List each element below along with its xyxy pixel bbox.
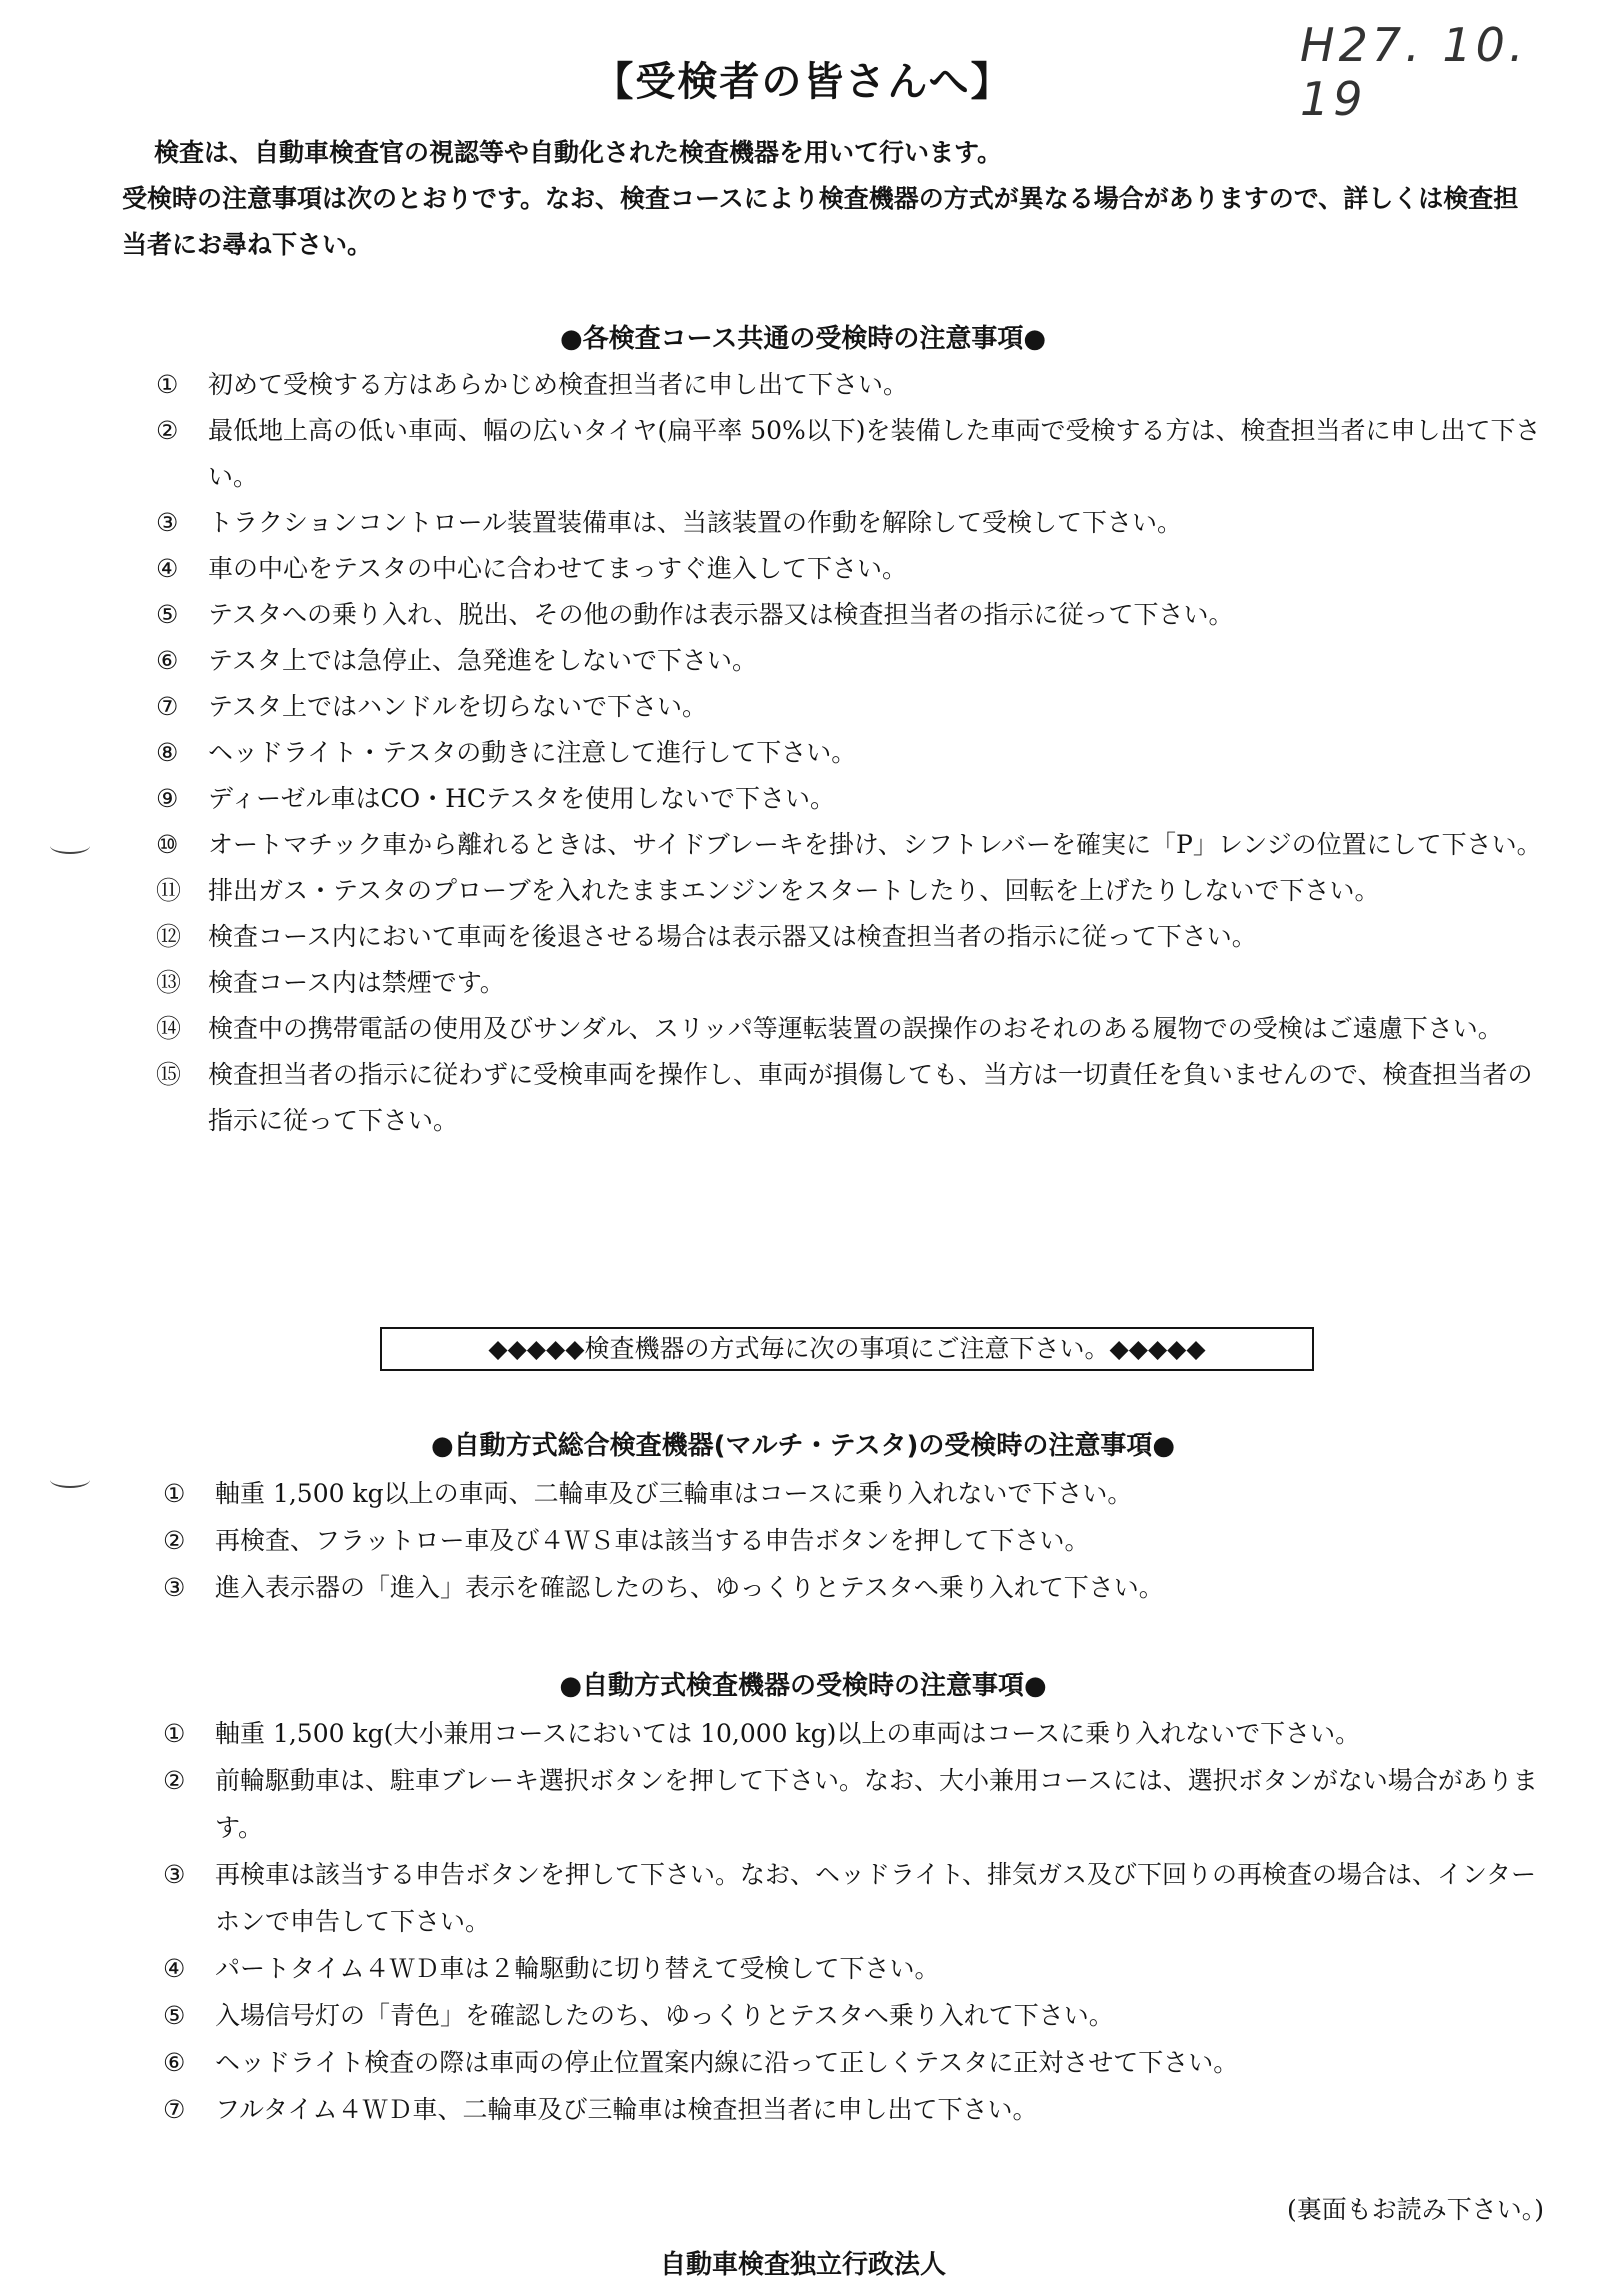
list-item (156, 500, 1546, 546)
item-text: オートマチック車から離れるときは、サイドブレーキを掛け、シフトレバーを確実に「P」レンジの位置にして下さい。 (208, 830, 1542, 859)
item-text: 検査コース内は禁煙です。 (208, 968, 505, 997)
item-text: ヘッドライト検査の際は車両の停止位置案内線に沿って正しくテスタに正対させて下さい。 (215, 2048, 1239, 2077)
item-number: ⑧ (156, 738, 179, 767)
intro-line-2: 受検時の注意事項は次のとおりです。なお、検査コースにより検査機器の方式が異なる場合がありますので、詳しくは検査担当者にお尋ね下さい。 (122, 184, 1519, 259)
list-item (163, 1517, 1543, 1564)
item-text: 最低地上高の低い車両、幅の広いタイヤ(扁平率 50%以下)を装備した車両で受検する方は、検査担当者に申し出て下さい。 (208, 416, 1541, 491)
list-item (163, 1564, 1543, 1611)
item-text: フルタイム４ＷＤ車、二輪車及び三輪車は検査担当者に申し出て下さい。 (215, 2095, 1038, 2124)
item-number: ⑨ (156, 784, 179, 813)
intro-line-1: 検査は、自動車検査官の視認等や自動化された検査機器を用いて行います。 (154, 138, 1003, 167)
scan-artifact-mark (50, 838, 90, 854)
item-text: 排出ガス・テスタのプローブを入れたままエンジンをスタートしたり、回転を上げたりしないで下さい。 (208, 876, 1380, 905)
list-item (156, 684, 1546, 730)
list-item (163, 2039, 1543, 2086)
item-number: ② (156, 416, 179, 445)
item-number: ⑤ (156, 600, 179, 629)
list-item (156, 362, 1546, 408)
item-number: ② (163, 1766, 186, 1795)
list-item (163, 1757, 1543, 1851)
item-number: ⑦ (156, 692, 179, 721)
common-notes-list (156, 362, 1546, 1144)
list-item (163, 2086, 1543, 2133)
item-number: ⑬ (156, 968, 182, 997)
item-number: ① (163, 1719, 186, 1748)
item-text: 再検査、フラットロー車及び４ＷＳ車は該当する申告ボタンを押して下さい。 (215, 1526, 1090, 1555)
item-text: テスタ上ではハンドルを切らないで下さい。 (208, 692, 708, 721)
item-number: ⑦ (163, 2095, 186, 2124)
common-section-heading: ●各検査コース共通の受検時の注意事項● (559, 324, 1047, 354)
item-text: 再検車は該当する申告ボタンを押して下さい。なお、ヘッドライト、排気ガス及び下回りの再検査の場合は、インターホンで申告して下さい。 (215, 1860, 1537, 1936)
item-text: 進入表示器の「進入」表示を確認したのち、ゆっくりとテスタへ乗り入れて下さい。 (215, 1573, 1164, 1602)
item-number: ⑭ (156, 1014, 182, 1043)
item-text: 入場信号灯の「青色」を確認したのち、ゆっくりとテスタへ乗り入れて下さい。 (215, 2001, 1114, 2030)
notice-box: ◆◆◆◆◆検査機器の方式毎に次の事項にご注意下さい。◆◆◆◆◆ (380, 1327, 1314, 1371)
issuing-organization: 自動車検査独立行政法人 (659, 2250, 946, 2280)
item-number: ④ (163, 1954, 186, 1983)
item-text: 軸重 1,500 kg(大小兼用コースにおいては 10,000 kg)以上の車両はコースに乗り入れないで下さい。 (215, 1719, 1361, 1748)
item-number: ⑫ (156, 922, 182, 951)
list-item (163, 1470, 1543, 1517)
list-item (156, 914, 1546, 960)
page-title: 【受検者の皆さんへ】 (593, 59, 1013, 105)
auto-notes-list (163, 1710, 1543, 2133)
item-text: 検査コース内において車両を後退させる場合は表示器又は検査担当者の指示に従って下さい。 (208, 922, 1257, 951)
item-number: ⑤ (163, 2001, 186, 2030)
list-item (163, 1851, 1543, 1945)
list-item (163, 1992, 1543, 2039)
list-item (156, 822, 1546, 868)
list-item (163, 1945, 1543, 1992)
scan-artifact-mark (50, 1472, 90, 1488)
item-number: ⑪ (156, 876, 182, 905)
item-number: ⑥ (156, 646, 179, 675)
item-number: ⑥ (163, 2048, 186, 2077)
item-text: ディーゼル車はCO・HCテスタを使用しないで下さい。 (208, 784, 836, 813)
list-item (156, 408, 1546, 500)
item-text: 検査担当者の指示に従わずに受検車両を操作し、車両が損傷しても、当方は一切責任を負いませんので、検査担当者の指示に従って下さい。 (208, 1060, 1533, 1135)
item-text: 軸重 1,500 kg以上の車両、二輪車及び三輪車はコースに乗り入れないで下さい。 (215, 1479, 1133, 1508)
item-text: テスタ上では急停止、急発進をしないで下さい。 (208, 646, 758, 675)
item-number: ③ (156, 508, 179, 537)
list-item (156, 730, 1546, 776)
list-item (156, 1052, 1546, 1144)
item-number: ⑮ (156, 1060, 182, 1089)
list-item (156, 776, 1546, 822)
multi-tester-notes-list (163, 1470, 1543, 1611)
intro-paragraph (122, 130, 1542, 268)
multi-tester-section-heading: ●自動方式総合検査機器(マルチ・テスタ)の受検時の注意事項● (430, 1431, 1176, 1461)
list-item (163, 1710, 1543, 1757)
item-number: ④ (156, 554, 179, 583)
item-text: 前輪駆動車は、駐車ブレーキ選択ボタンを押して下さい。なお、大小兼用コースには、選択ボタンがない場合があります。 (215, 1766, 1538, 1842)
list-item (156, 868, 1546, 914)
list-item (156, 1006, 1546, 1052)
list-item (156, 638, 1546, 684)
auto-section-heading: ●自動方式検査機器の受検時の注意事項● (559, 1671, 1047, 1701)
list-item (156, 960, 1546, 1006)
item-text: 検査中の携帯電話の使用及びサンダル、スリッパ等運転装置の誤操作のおそれのある履物での受検はご遠慮下さい。 (208, 1014, 1503, 1043)
item-text: パートタイム４ＷＤ車は２輪駆動に切り替えて受検して下さい。 (215, 1954, 940, 1983)
item-text: テスタへの乗り入れ、脱出、その他の動作は表示器又は検査担当者の指示に従って下さい。 (208, 600, 1234, 629)
item-number: ③ (163, 1860, 186, 1889)
item-number: ② (163, 1526, 186, 1555)
item-number: ③ (163, 1573, 186, 1602)
item-text: トラクションコントロール装置装備車は、当該装置の作動を解除して受検して下さい。 (208, 508, 1183, 537)
list-item (156, 546, 1546, 592)
list-item (156, 592, 1546, 638)
back-page-note: (裏面もお読み下さい。) (1286, 2195, 1544, 2224)
handwritten-date: H27. 10. 19 (1300, 18, 1528, 126)
item-number: ① (156, 370, 179, 399)
item-text: 初めて受検する方はあらかじめ検査担当者に申し出て下さい。 (208, 370, 909, 399)
item-number: ① (163, 1479, 186, 1508)
item-number: ⑩ (156, 830, 179, 859)
item-text: 車の中心をテスタの中心に合わせてまっすぐ進入して下さい。 (208, 554, 908, 583)
item-text: ヘッドライト・テスタの動きに注意して進行して下さい。 (208, 738, 857, 767)
